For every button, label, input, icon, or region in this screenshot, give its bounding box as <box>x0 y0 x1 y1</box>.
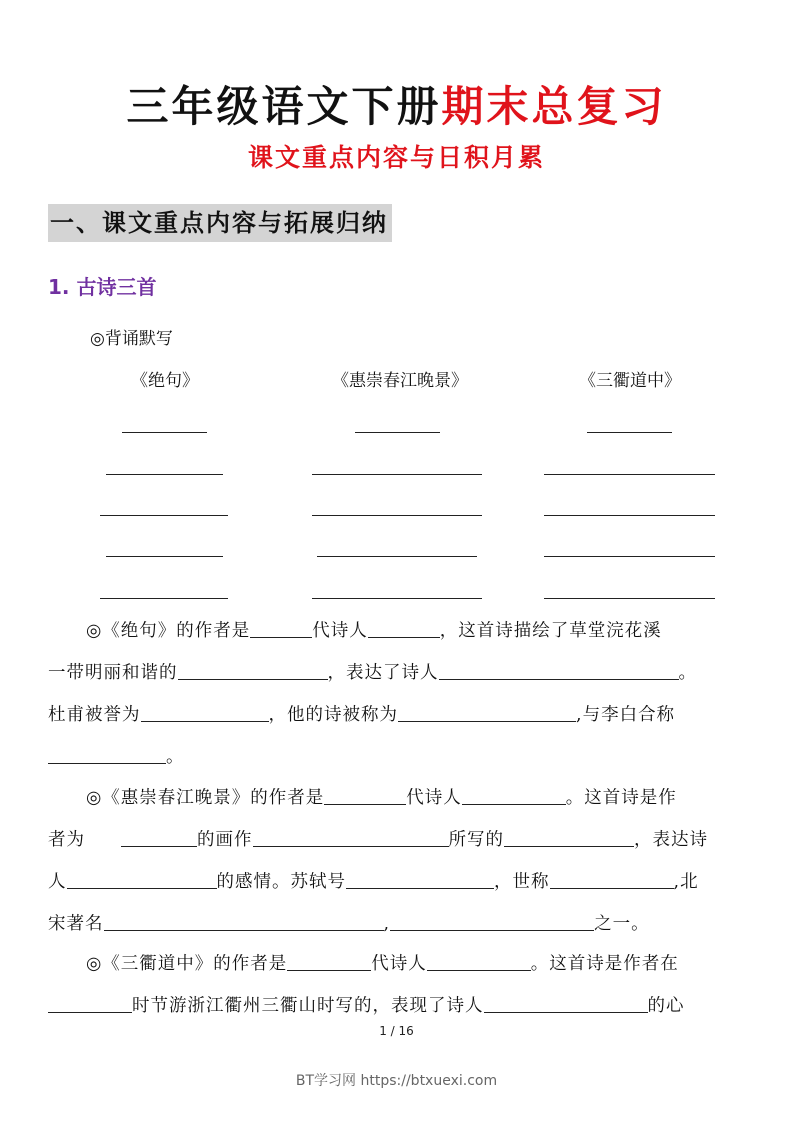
poem-title-huichong: 《惠崇春江晚景》 <box>332 371 468 391</box>
fill-blank[interactable] <box>346 868 494 889</box>
fill-blank[interactable] <box>427 950 531 971</box>
blank-line[interactable] <box>544 598 715 599</box>
section-heading: 一、课文重点内容与拓展归纳 <box>48 204 392 242</box>
fill-blank[interactable] <box>48 992 132 1013</box>
fill-blank[interactable] <box>178 659 328 680</box>
paragraph-sanqu: ◎《三衢道中》的作者是 代诗人 。这首诗是作者在 时节游浙江衢州三衢山时写的，表现了诗人 的心 <box>48 943 748 1027</box>
blank-line[interactable] <box>544 515 715 516</box>
page-title <box>0 80 793 134</box>
fill-blank[interactable] <box>250 617 312 638</box>
poem-title-jueju: 《绝句》 <box>131 371 199 391</box>
title-black-part: 三年级语文下册 <box>126 82 442 131</box>
fill-blank[interactable] <box>141 701 269 722</box>
fill-blank[interactable] <box>550 868 674 889</box>
blank-line[interactable] <box>312 598 482 599</box>
sub-heading: 1. 古诗三首 <box>48 275 157 299</box>
blank-line[interactable] <box>587 432 672 433</box>
page-number: 1 / 16 <box>379 1024 414 1038</box>
fill-blank[interactable] <box>324 784 406 805</box>
title-red-part: 期末总复习 <box>441 82 667 131</box>
fill-blank[interactable] <box>287 950 371 971</box>
fill-blank[interactable] <box>484 992 648 1013</box>
fill-blank[interactable] <box>390 910 594 931</box>
fill-blank[interactable] <box>253 826 449 847</box>
blank-line[interactable] <box>317 556 477 557</box>
blank-line[interactable] <box>544 556 715 557</box>
fill-blank[interactable] <box>368 617 440 638</box>
fill-blank[interactable] <box>67 868 217 889</box>
paragraph-huichong: ◎《惠崇春江晚景》的作者是 代诗人 。这首诗是作 者为 的画作 所写的 ，表达诗 人 的感情。苏轼号 ，世称 ,北 宋著名 , 之一。 <box>48 777 748 945</box>
fill-blank[interactable] <box>48 743 166 764</box>
recite-label: ◎背诵默写 <box>90 329 173 349</box>
paragraph-jueju: ◎《绝句》的作者是 代诗人 ，这首诗描绘了草堂浣花溪 一带明丽和谐的 ，表达了诗人 。 杜甫被誉为 ，他的诗被称为 ,与李白合称 。 <box>48 610 748 778</box>
poem-title-sanqu: 《三衢道中》 <box>579 371 681 391</box>
blank-line[interactable] <box>355 432 440 433</box>
blank-line[interactable] <box>312 474 482 475</box>
fill-blank[interactable] <box>398 701 576 722</box>
fill-blank[interactable] <box>439 659 679 680</box>
blank-line[interactable] <box>106 556 223 557</box>
fill-blank[interactable] <box>462 784 566 805</box>
blank-line[interactable] <box>122 432 207 433</box>
fill-blank[interactable] <box>104 910 384 931</box>
watermark-footer: BT学习网 https://btxuexi.com <box>295 1073 498 1089</box>
blank-line[interactable] <box>100 598 228 599</box>
blank-line[interactable] <box>100 515 228 516</box>
blank-line[interactable] <box>544 474 715 475</box>
fill-blank[interactable] <box>504 826 634 847</box>
blank-line[interactable] <box>106 474 223 475</box>
page-subtitle: 课文重点内容与日积月累 <box>247 143 545 172</box>
blank-line[interactable] <box>312 515 482 516</box>
fill-blank[interactable] <box>121 826 197 847</box>
